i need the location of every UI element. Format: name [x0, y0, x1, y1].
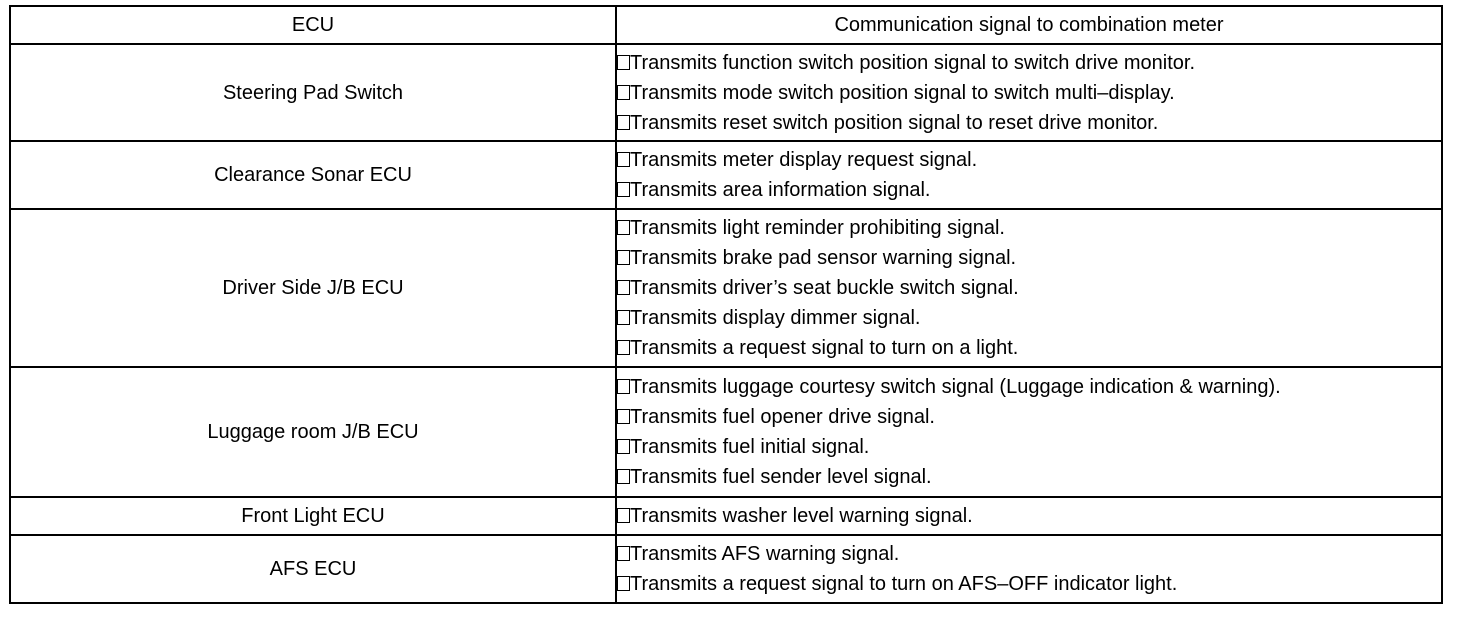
checkbox-square-icon: [617, 409, 630, 424]
signal-list: [616, 367, 1442, 497]
signal-text: Transmits area information signal.: [630, 179, 931, 201]
checkbox-square-icon: [617, 115, 630, 130]
signal-list: [616, 535, 1442, 603]
ecu-name: Luggage room J/B ECU: [10, 367, 616, 497]
signal-item: [617, 243, 1441, 273]
signal-text: Transmits brake pad sensor warning signal.: [630, 247, 1017, 269]
signal-item: [617, 175, 1441, 205]
signal-text: Transmits luggage courtesy switch signal (Luggage indication & warning).: [630, 376, 1281, 398]
signal-list: [616, 209, 1442, 367]
signal-text: Transmits AFS warning signal.: [630, 543, 900, 565]
table-row: [10, 367, 1442, 497]
signal-text: Transmits mode switch position signal to switch multi–display.: [630, 81, 1175, 104]
signal-text: Transmits a request signal to turn on AFS–OFF indicator light.: [630, 573, 1178, 595]
signal-text: Transmits driver’s seat buckle switch signal.: [630, 277, 1019, 299]
ecu-name: Steering Pad Switch: [10, 44, 616, 141]
signal-text: Transmits light reminder prohibiting signal.: [630, 217, 1005, 239]
signal-text: Transmits reset switch position signal to reset drive monitor.: [630, 111, 1159, 134]
table-row: [10, 44, 1442, 141]
ecu-signal-table: [9, 5, 1443, 604]
signal-item: [617, 432, 1441, 462]
signal-text: Transmits fuel sender level signal.: [630, 466, 932, 488]
signal-text: Transmits fuel opener drive signal.: [630, 406, 935, 428]
checkbox-square-icon: [617, 85, 630, 100]
checkbox-square-icon: [617, 220, 630, 235]
checkbox-square-icon: [617, 250, 630, 265]
checkbox-square-icon: [617, 576, 630, 591]
signal-item: [617, 108, 1441, 138]
checkbox-square-icon: [617, 508, 630, 523]
checkbox-square-icon: [617, 379, 630, 394]
header-ecu: ECU: [10, 6, 616, 44]
table-row: [10, 141, 1442, 209]
checkbox-square-icon: [617, 310, 630, 325]
ecu-name: Clearance Sonar ECU: [10, 141, 616, 209]
header-signal: Communication signal to combination meter: [616, 6, 1442, 44]
signal-text: Transmits display dimmer signal.: [630, 307, 921, 329]
table-header-row: [10, 6, 1442, 44]
signal-item: [617, 48, 1441, 78]
signal-item: [617, 539, 1441, 569]
signal-list: [616, 44, 1442, 141]
signal-item: [617, 213, 1441, 243]
checkbox-square-icon: [617, 55, 630, 70]
signal-item: [617, 462, 1441, 492]
signal-item: [617, 501, 1441, 531]
signal-text: Transmits washer level warning signal.: [630, 505, 973, 527]
signal-item: [617, 402, 1441, 432]
ecu-name: AFS ECU: [10, 535, 616, 603]
checkbox-square-icon: [617, 182, 630, 197]
signal-list: [616, 141, 1442, 209]
ecu-name: Driver Side J/B ECU: [10, 209, 616, 367]
checkbox-square-icon: [617, 280, 630, 295]
checkbox-square-icon: [617, 439, 630, 454]
signal-item: [617, 372, 1441, 402]
table-row: [10, 497, 1442, 535]
signal-item: [617, 333, 1441, 363]
signal-list: [616, 497, 1442, 535]
checkbox-square-icon: [617, 152, 630, 167]
signal-item: [617, 303, 1441, 333]
signal-item: [617, 569, 1441, 599]
ecu-name: Front Light ECU: [10, 497, 616, 535]
checkbox-square-icon: [617, 469, 630, 484]
table-row: [10, 535, 1442, 603]
checkbox-square-icon: [617, 340, 630, 355]
signal-text: Transmits meter display request signal.: [630, 149, 978, 171]
signal-text: Transmits a request signal to turn on a light.: [630, 337, 1019, 359]
signal-text: Transmits function switch position signal to switch drive monitor.: [630, 51, 1196, 74]
table-row: [10, 209, 1442, 367]
checkbox-square-icon: [617, 546, 630, 561]
signal-text: Transmits fuel initial signal.: [630, 436, 870, 458]
signal-item: [617, 78, 1441, 108]
signal-item: [617, 145, 1441, 175]
signal-item: [617, 273, 1441, 303]
